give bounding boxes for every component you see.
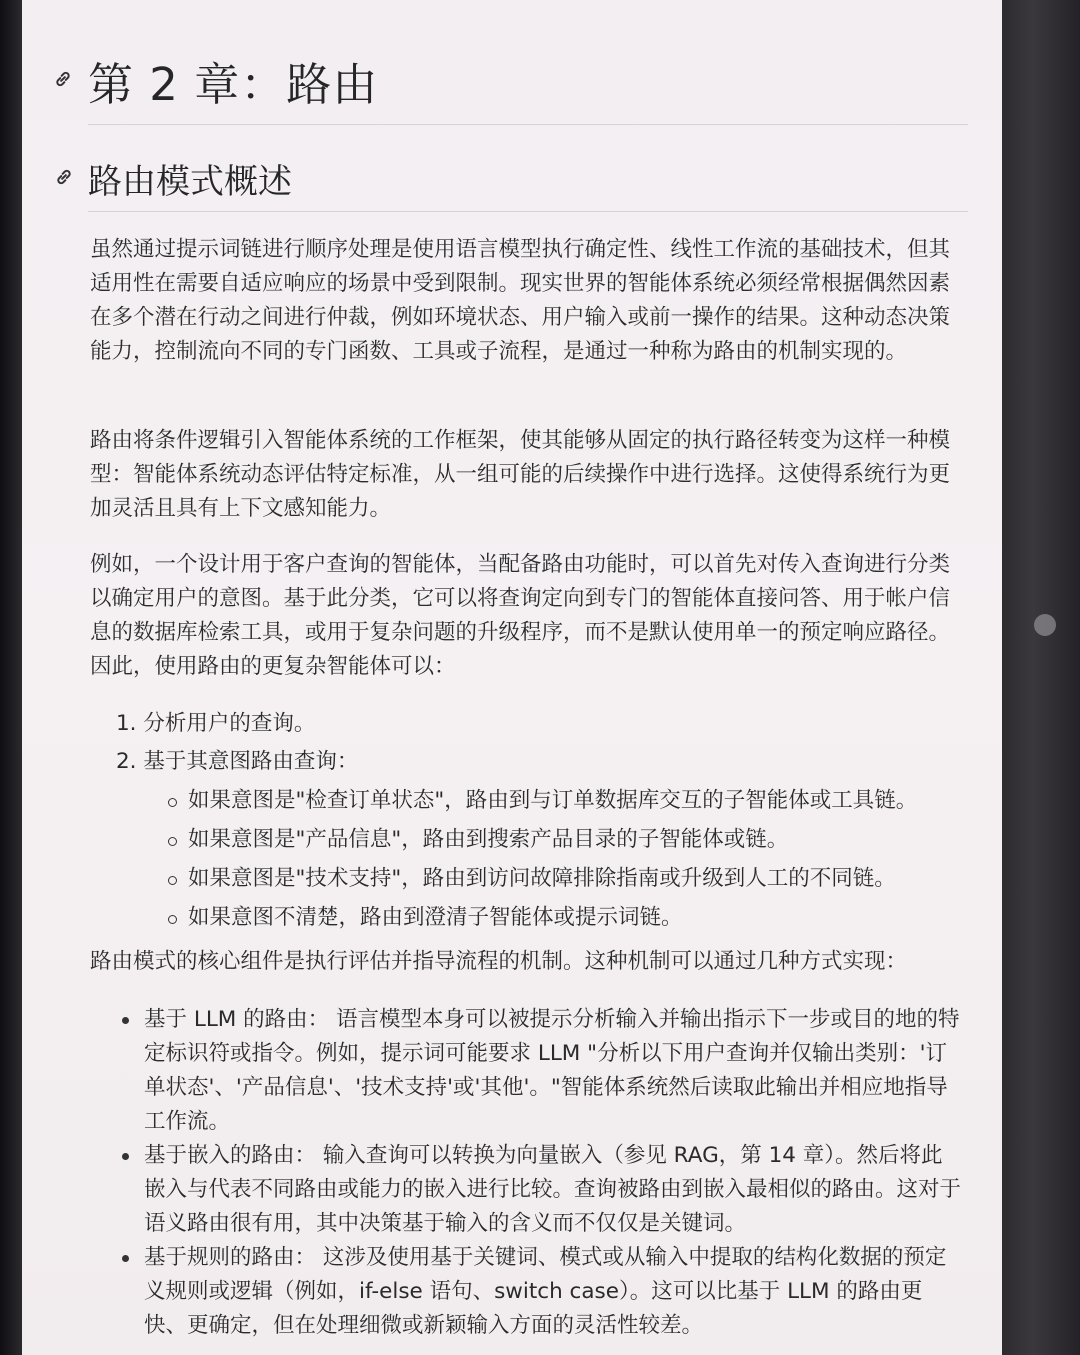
sub-list-item (116, 781, 956, 820)
bullet-icon (122, 1017, 129, 1024)
device-bezel-right (1002, 0, 1080, 1355)
divider (88, 124, 968, 125)
sub-list-text: 如果意图是"检查订单状态"，路由到与订单数据库交互的子智能体或工具链。 (188, 788, 918, 813)
paragraph: 路由将条件逻辑引入智能体系统的工作框架，使其能够从固定的执行路径转变为这样一种模型：智能体系统动态评估特定标准，从一组可能的后续操作中进行选择。这使得系统行为更加灵活且具有上下文感知能力。 (90, 428, 951, 521)
sub-list-text: 如果意图不清楚，路由到澄清子智能体或提示词链。 (188, 905, 683, 930)
sub-list-item (116, 859, 956, 898)
bullet-icon (122, 1153, 129, 1160)
sub-list-text: 如果意图是"技术支持"，路由到访问故障排除指南或升级到人工的不同链。 (188, 866, 896, 891)
section-title: 路由模式概述 (88, 162, 292, 202)
paragraph: 例如，一个设计用于客户查询的智能体，当配备路由功能时，可以首先对传入查询进行分类以确定用户的意图。基于此分类，它可以将查询定向到专门的智能体直接问答、用于帐户信息的数据库检索工具，或用于复杂问题的升级程序，而不是默认使用单一的预定响应路径。因此，使用路由的更复杂智能体可以： (90, 552, 951, 679)
sub-list-item (116, 898, 956, 937)
list-item (122, 1003, 962, 1139)
divider (88, 211, 968, 212)
list-item: 2. 基于其意图路由查询： (116, 749, 359, 774)
list-item-text: 基于 LLM 的路由： 语言模型本身可以被提示分析输入并输出指示下一步或目的地的特定标识符或指令。例如，提示词可能要求 LLM "分析以下用户查询并仅输出类别：'订单状态'、'产品信息'、'技术支持'或'其他'。"智能体系统然后读取此输出并相应地指导工作流。 (144, 1007, 960, 1134)
list-item (122, 1139, 962, 1241)
list-item-text: 基于嵌入的路由： 输入查询可以转换为向量嵌入（参见 RAG，第 14 章）。然后将此嵌入与代表不同路由或能力的嵌入进行比较。查询被路由到嵌入最相似的路由。这对于语义路由很有用，其中决策基于输入的含义而不仅仅是关键词。 (144, 1143, 962, 1236)
circle-bullet-icon (168, 915, 177, 924)
paragraph: 路由模式的核心组件是执行评估并指导流程的机制。这种机制可以通过几种方式实现： (90, 949, 908, 974)
device-bezel-left (0, 0, 22, 1355)
bullet-icon (122, 1255, 129, 1262)
link-icon[interactable] (53, 166, 75, 188)
bullet-list (122, 1003, 962, 1343)
ordered-list (116, 705, 956, 937)
paragraph: 虽然通过提示词链进行顺序处理是使用语言模型执行确定性、线性工作流的基础技术，但其适用性在需要自适应响应的场景中受到限制。现实世界的智能体系统必须经常根据偶然因素在多个潜在行动之间进行仲裁，例如环境状态、用户输入或前一操作的结果。这种动态决策能力，控制流向不同的专门函数、工具或子流程，是通过一种称为路由的机制实现的。 (90, 237, 951, 364)
list-item-text: 基于规则的路由： 这涉及使用基于关键词、模式或从输入中提取的结构化数据的预定义规则或逻辑（例如，if-else 语句、switch case）。这可以比基于 LLM 的路由更快、更确定，但在处理细微或新颖输入方面的灵活性较差。 (144, 1245, 947, 1338)
circle-bullet-icon (168, 798, 177, 807)
circle-bullet-icon (168, 876, 177, 885)
document-page (22, 0, 1002, 1355)
chapter-title: 第 2 章：路由 (88, 58, 379, 111)
circle-bullet-icon (168, 837, 177, 846)
list-item (122, 1241, 962, 1343)
list-item: 1. 分析用户的查询。 (116, 711, 316, 736)
sub-list-text: 如果意图是"产品信息"，路由到搜索产品目录的子智能体或链。 (188, 827, 789, 852)
sub-list-item (116, 820, 956, 859)
camera-icon (1034, 614, 1056, 636)
link-icon[interactable] (52, 68, 74, 90)
